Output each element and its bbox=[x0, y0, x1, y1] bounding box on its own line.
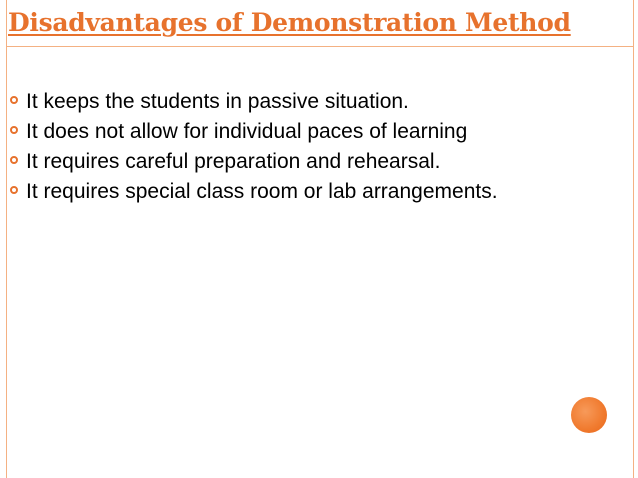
bullet-text: It keeps the students in passive situation. bbox=[26, 90, 409, 113]
bullet-list bbox=[10, 88, 604, 208]
bullet-item bbox=[10, 88, 604, 116]
circle-bullet-icon bbox=[10, 186, 18, 194]
bullet-item bbox=[10, 178, 604, 206]
orange-dot-decoration bbox=[571, 397, 607, 433]
circle-bullet-icon bbox=[10, 126, 18, 134]
slide-title: Disadvantages of Demonstration Method bbox=[8, 8, 571, 37]
bullet-item bbox=[10, 148, 604, 176]
frame-left-line bbox=[6, 0, 7, 478]
bullet-text: It requires careful preparation and rehearsal. bbox=[26, 150, 441, 173]
bullet-text: It requires special class room or lab arrangements. bbox=[26, 180, 498, 203]
bullet-text: It does not allow for individual paces of learning bbox=[26, 120, 468, 143]
title-divider-line bbox=[6, 46, 634, 47]
bullet-item bbox=[10, 118, 604, 146]
circle-bullet-icon bbox=[10, 96, 18, 104]
circle-bullet-icon bbox=[10, 156, 18, 164]
frame-right-line bbox=[633, 0, 634, 478]
